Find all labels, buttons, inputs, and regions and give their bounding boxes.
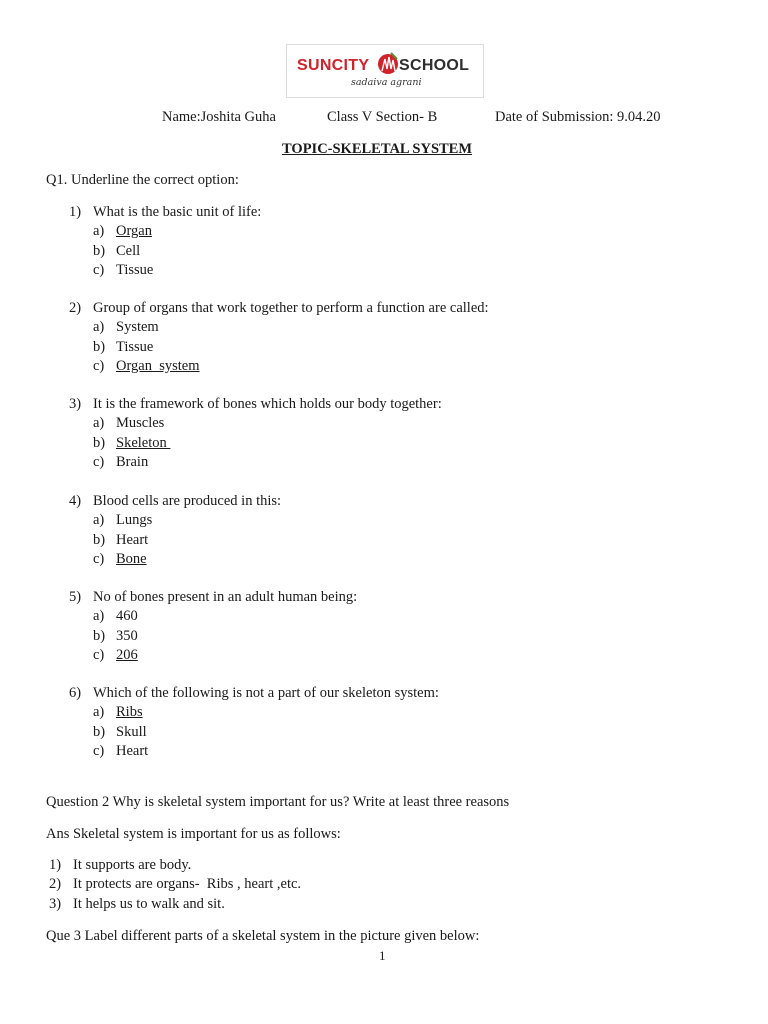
- option-letter: c): [93, 357, 105, 374]
- question-number: 5): [69, 589, 82, 605]
- question-number: 4): [69, 493, 82, 509]
- answer-text: It protects are organs- Ribs , heart ,etc.: [73, 876, 302, 892]
- option-text: Cell: [116, 242, 141, 259]
- answer-number: 2): [49, 876, 62, 892]
- option-letter: a): [93, 512, 105, 529]
- option-text-selected: Organ system: [116, 357, 200, 374]
- question-text: Which of the following is not a part of our skeleton system:: [93, 685, 439, 701]
- option-letter: c): [93, 261, 105, 278]
- topic-title: TOPIC-SKELETAL SYSTEM: [282, 141, 473, 157]
- option-text-selected: Bone: [116, 550, 147, 567]
- option-letter: c): [93, 453, 105, 470]
- option-letter: c): [93, 646, 105, 663]
- question-text: It is the framework of bones which holds our body together:: [93, 396, 442, 412]
- option-text: System: [116, 319, 159, 336]
- option-letter: a): [93, 319, 105, 336]
- answer-text: It supports are body.: [73, 857, 192, 873]
- option-text: Lungs: [116, 512, 153, 529]
- question-text: No of bones present in an adult human being:: [93, 589, 358, 605]
- question-number: 6): [69, 685, 82, 701]
- answer-number: 3): [49, 896, 62, 912]
- question-number: 1): [69, 204, 82, 220]
- option-letter: a): [93, 608, 105, 625]
- question-text: Blood cells are produced in this:: [93, 493, 282, 509]
- option-text: Brain: [116, 453, 149, 470]
- option-letter: c): [93, 742, 105, 759]
- option-letter: b): [93, 723, 106, 740]
- option-text: Heart: [116, 531, 149, 548]
- option-letter: b): [93, 531, 106, 548]
- answer-number: 1): [49, 857, 62, 873]
- option-letter: b): [93, 242, 106, 259]
- option-text: Skull: [116, 723, 147, 740]
- student-name: Name:Joshita Guha: [162, 109, 276, 125]
- answer-text: It helps us to walk and sit.: [73, 896, 225, 912]
- option-text: Tissue: [116, 338, 154, 355]
- question-text: What is the basic unit of life:: [93, 204, 262, 220]
- option-text: Tissue: [116, 261, 154, 278]
- option-letter: b): [93, 434, 106, 451]
- page-number: 1: [379, 948, 386, 963]
- question-text: Group of organs that work together to perform a function are called:: [93, 300, 489, 316]
- question-number: 3): [69, 396, 82, 412]
- option-letter: a): [93, 704, 105, 721]
- logo-mark-icon: [377, 51, 399, 77]
- option-text: Muscles: [116, 415, 165, 432]
- q2-question: Question 2 Why is skeletal system important for us? Write at least three reasons: [46, 794, 510, 810]
- option-text-selected: Organ: [116, 223, 152, 240]
- submission-date: Date of Submission: 9.04.20: [495, 109, 661, 125]
- q3-question: Que 3 Label different parts of a skeletal system in the picture given below:: [46, 928, 480, 944]
- option-text: 460: [116, 608, 138, 625]
- question-number: 2): [69, 300, 82, 316]
- q1-instruction: Q1. Underline the correct option:: [46, 172, 239, 188]
- school-logo: [286, 44, 484, 98]
- q2-answer-intro: Ans Skeletal system is important for us as follows:: [46, 826, 341, 842]
- class-section: Class V Section- B: [327, 109, 438, 125]
- logo-name-right: SCHOOL: [399, 57, 470, 74]
- option-letter: b): [93, 627, 106, 644]
- option-letter: b): [93, 338, 106, 355]
- option-letter: a): [93, 223, 105, 240]
- logo-name-left: SUNCITY: [297, 57, 370, 74]
- option-text: 350: [116, 627, 138, 644]
- option-text-selected: Ribs: [116, 704, 143, 721]
- logo-tagline: sadaiva agrani: [351, 77, 422, 88]
- option-text: Heart: [116, 742, 149, 759]
- option-text-selected: Skeleton: [116, 434, 171, 451]
- option-letter: a): [93, 415, 105, 432]
- option-letter: c): [93, 550, 105, 567]
- option-text-selected: 206: [116, 646, 138, 663]
